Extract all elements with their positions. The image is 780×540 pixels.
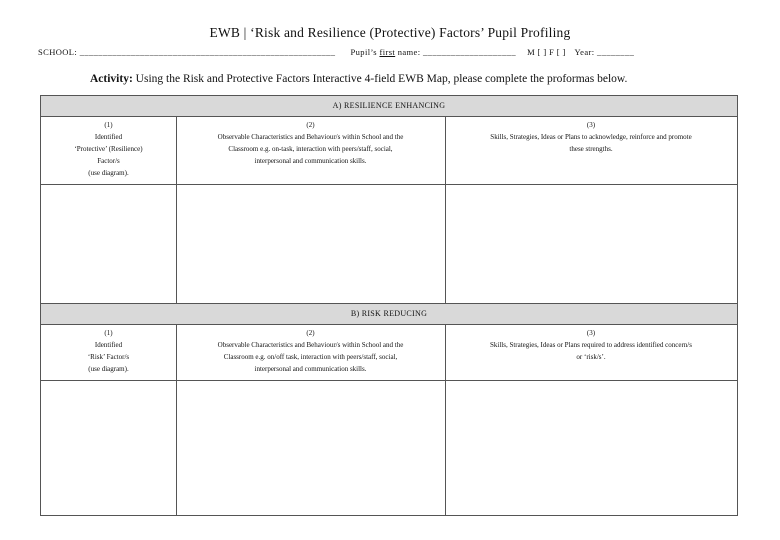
school-field[interactable]: _______________________________________________________ [79, 47, 336, 57]
activity-label: Activity: [90, 73, 133, 85]
school-label: SCHOOL: [38, 47, 78, 57]
pupil-label-name: name: [397, 47, 421, 57]
section-a-col1-entry[interactable] [41, 185, 176, 303]
section-a-col2-entry[interactable] [177, 185, 445, 303]
pupil-label: Pupil’s [350, 47, 377, 57]
section-b-col2-header: (2) Observable Characteristics and Behaviour/s within School and the Classroom e.g. on/off task, interaction with peers/staff, social, interpersonal and communication skills. [217, 329, 404, 373]
pupil-name-field[interactable]: ____________________ [423, 47, 517, 57]
female-checkbox[interactable]: F [ ] [549, 47, 566, 57]
section-b-col3-header: (3) Skills, Strategies, Ideas or Plans required to address identified concern/s or ‘risk/s’. [490, 329, 692, 361]
section-a-title: A) RESILIENCE ENHANCING [41, 96, 737, 117]
activity-instruction [90, 73, 627, 85]
section-a-col1-header: (1) Identified ‘Protective’ (Resilience) Factor/s (use diagram). [74, 121, 143, 177]
section-a-col3-header: (3) Skills, Strategies, Ideas or Plans to acknowledge, reinforce and promote these strengths. [490, 121, 692, 153]
section-b-col3-entry[interactable] [446, 381, 737, 515]
year-field[interactable]: ________ [597, 47, 635, 57]
pupil-label-first: first [379, 47, 396, 57]
section-b-col2-entry[interactable] [177, 381, 445, 515]
section-a-col3-entry[interactable] [446, 185, 737, 303]
activity-text: Using the Risk and Protective Factors Interactive 4-field EWB Map, please complete the proformas below. [135, 73, 628, 85]
page-title: EWB | ‘Risk and Resilience (Protective) Factors’ Pupil Profiling [209, 25, 571, 40]
section-b-col1-entry[interactable] [41, 381, 176, 515]
proforma-table [40, 95, 738, 516]
section-a-col2-header: (2) Observable Characteristics and Behaviour/s within School and the Classroom e.g. on-task, interaction with peers/staff, social, interpersonal and communication skills. [217, 121, 404, 165]
year-label: Year: [574, 47, 595, 57]
section-b-col1-header: (1) Identified ‘Risk’ Factor/s (use diagram). [87, 329, 130, 373]
male-checkbox[interactable]: M [ ] [527, 47, 547, 57]
pupil-details-line [38, 47, 743, 57]
section-b-title: B) RISK REDUCING [41, 303, 737, 325]
